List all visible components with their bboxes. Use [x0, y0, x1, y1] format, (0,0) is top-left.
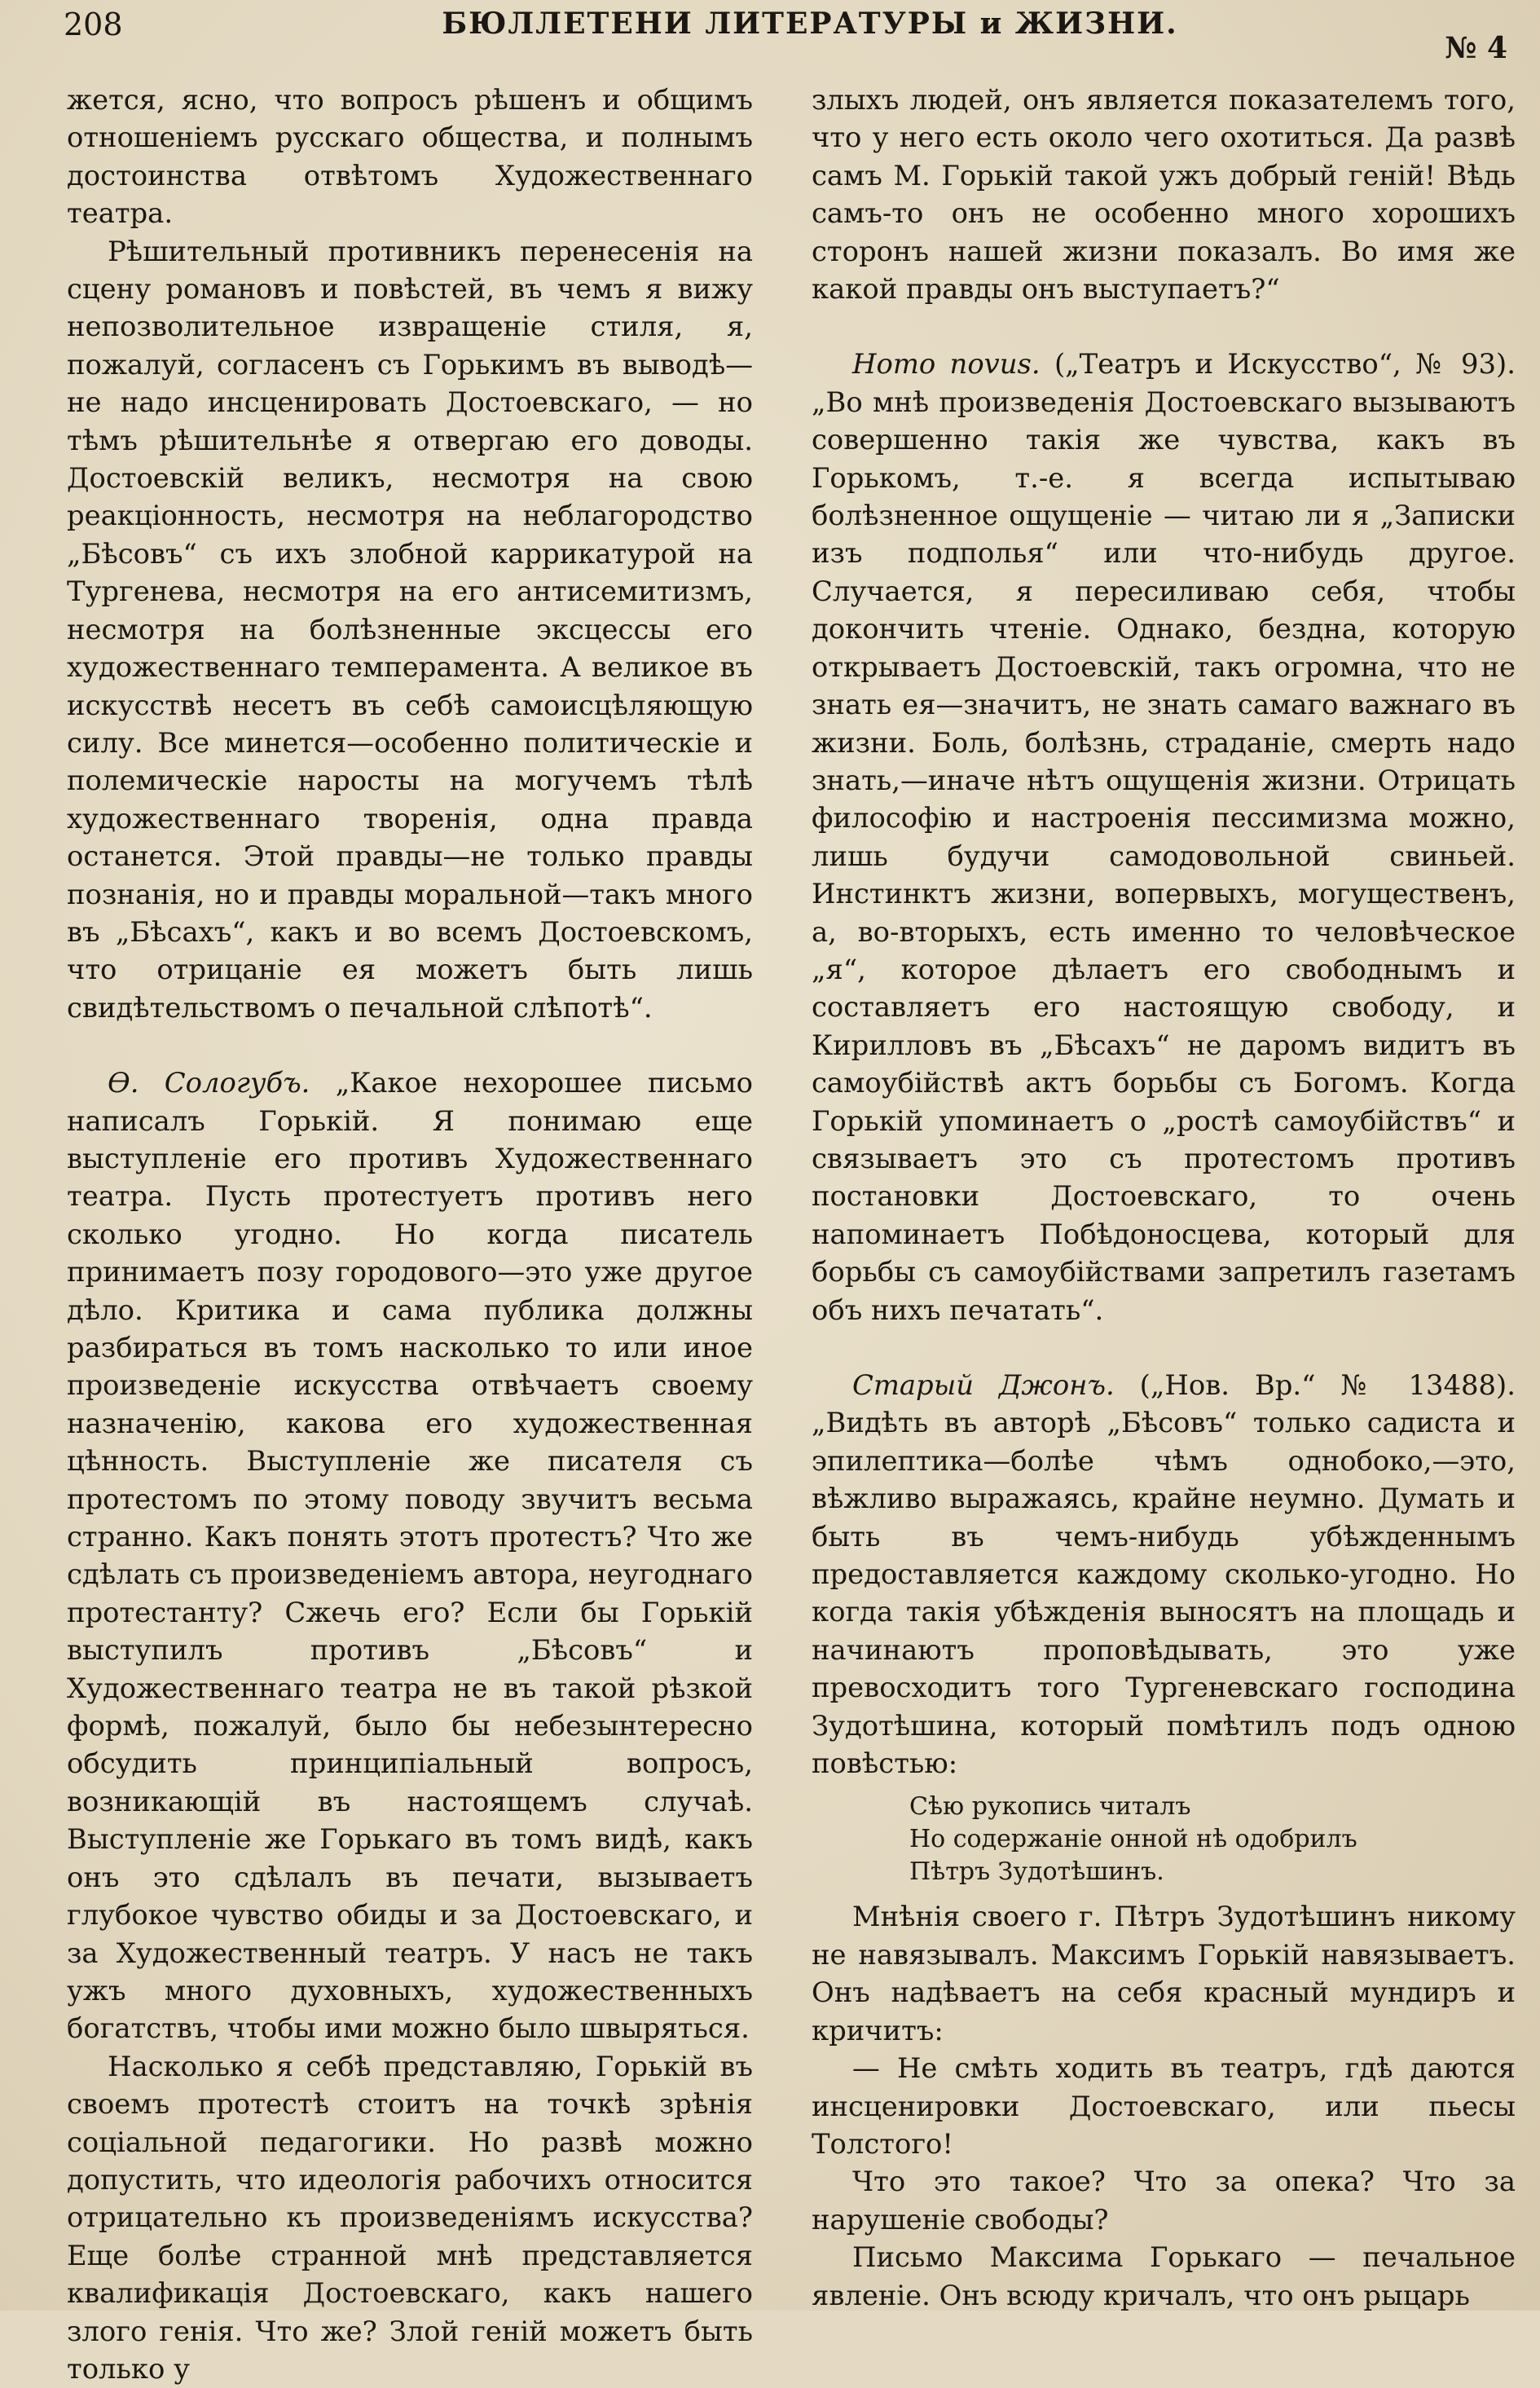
- paragraph: жется, ясно, что вопросъ рѣшенъ и общимъ отношеніемъ русскаго общества, и полнымъ достоинства отвѣтомъ Художественнаго театра.: [67, 84, 753, 230]
- verse-inscription: [909, 1791, 1516, 1888]
- quote-text: („Нов. Вр.“ № 13488). „Видѣть въ авторѣ „Бѣсовъ“ только садиста и эпилептика—болѣе чѣмъ однобоко,—это, вѣжливо выражаясь, крайне неумно. Думать и быть въ чемъ-нибудь убѣжденнымъ предоставляется каждому сколько-угодно. Но когда такія убѣжденія выносятъ на площадь и начинаютъ проповѣдывать, это уже превосходитъ того Тургеневскаго господина Зудотѣшина, который помѣтилъ подъ одною повѣстью:: [812, 1369, 1516, 1780]
- paragraph: [812, 346, 1516, 1329]
- quote-text: („Театръ и Искусство“, № 93). „Во мнѣ произведенія Достоевскаго вызываютъ совершенно такія же чувства, какъ въ Горькомъ, т.-е. я всегда испытываю болѣзненное ощущеніе — читаю ли я „Записки изъ подполья“ или что-нибудь другое. Случается, я пересиливаю себя, чтобы докончить чтеніе. Однако, бездна, которую открываетъ Достоевскій, такъ огромна, что не знать ея—значитъ, не знать самаго важнаго въ жизни. Боль, болѣзнь, страданіе, смерть надо знать,—иначе нѣтъ ощущенія жизни. Отрицать философію и настроенія пессимизма можно, лишь будучи самодовольной свиньей. Инстинктъ жизни, вопервыхъ, могущественъ, а, во-вторыхъ, есть именно то человѣческое „я“, которое дѣлаетъ его свободнымъ и составляетъ его настоящую свободу, и Кирилловъ въ „Бѣсахъ“ не даромъ видитъ въ самоубійствѣ актъ борьбы съ Богомъ. Когда Горькій упоминаетъ о „ростѣ самоубійствъ“ и связываетъ это съ протестомъ противъ постановки Достоевскаго, то очень напоминаетъ Побѣдоносцева, который для борьбы съ самоубійствами запретилъ газетамъ объ нихъ печатать“.: [812, 348, 1516, 1326]
- author-name: Ѳ. Сологубъ.: [108, 1067, 310, 1099]
- paragraph: Письмо Максима Горькаго — печальное явленіе. Онъ всюду кричалъ, что онъ рыцарь: [812, 2241, 1516, 2311]
- running-title: БЮЛЛЕТЕНИ ЛИТЕРАТУРЫ и ЖИЗНИ.: [442, 7, 1178, 41]
- quote-text: „Какое нехорошее письмо написалъ Горькій. Я понимаю еще выступленіе его противъ Художественнаго театра. Пусть протестуетъ противъ него сколько угодно. Но когда писатель принимаетъ позу городового—это уже другое дѣло. Критика и сама публика должны разбираться въ томъ насколько то или иное произведеніе искусства отвѣчаетъ своему назначенію, какова его художественная цѣнность. Выступленіе же писателя съ протестомъ по этому поводу звучитъ весьма странно. Какъ понять этотъ протестъ? Что же сдѣлать съ произведеніемъ автора, неугоднаго протестанту? Сжечь его? Если бы Горькій выступилъ противъ „Бѣсовъ“ и Художественнаго театра не въ такой рѣзкой формѣ, пожалуй, было бы небезынтересно обсудить принципіальный вопросъ, возникающій въ настоящемъ случаѣ. Выступленіе же Горькаго въ томъ видѣ, какъ онъ это сдѣлалъ въ печати, вызываетъ глубокое чувство обиды и за Достоевскаго, и за Художественный театръ. У насъ не такъ ужъ много духовныхъ, художественныхъ богатствъ, чтобы ими можно было швыряться.: [67, 1067, 753, 2045]
- paragraph: Что это такое? Что за опека? Что за нарушеніе свободы?: [812, 2166, 1516, 2236]
- verse-line: Сѣю рукопись читалъ: [909, 1792, 1191, 1822]
- paragraph: — Не смѣть ходить въ театръ, гдѣ даются инсценировки Достоевскаго, или пьесы Толстого!: [812, 2052, 1516, 2160]
- paragraph: злыхъ людей, онъ является показателемъ того, что у него есть около чего охотиться. Да развѣ самъ М. Горькій такой ужъ добрый геній! Вѣдь самъ-то онъ не особенно много хорошихъ сторонъ нашей жизни показалъ. Во имя же какой правды онъ выступаетъ?“: [812, 84, 1516, 306]
- author-name: Старый Джонъ.: [852, 1369, 1115, 1401]
- verse-line: Пѣтръ Зудотѣшинъ.: [909, 1857, 1164, 1887]
- page-header: [64, 7, 1507, 65]
- page-number: 208: [64, 7, 123, 42]
- paragraph: [812, 1367, 1516, 1782]
- left-column: [67, 82, 753, 2388]
- issue-number: № 4: [1445, 31, 1507, 65]
- verse-line: Но содержаніе онной нѣ одобрилъ: [909, 1825, 1357, 1854]
- right-column: [812, 82, 1516, 2315]
- paragraph: Насколько я себѣ представляю, Горькій въ своемъ протестѣ стоитъ на точкѣ зрѣнія соціальной педагогики. Но развѣ можно допустить, что идеологія рабочихъ относится отрицательно къ произведеніямъ искусства? Еще болѣе странной мнѣ представляется квалификація Достоевскаго, какъ нашего злого генія. Что же? Злой геній можетъ быть только у: [67, 2050, 753, 2385]
- paragraph: Рѣшительный противникъ перенесенія на сцену романовъ и повѣстей, въ чемъ я вижу непозволительное извращеніе стиля, я, пожалуй, согласенъ съ Горькимъ въ выводѣ—не надо инсценировать Достоевскаго, — но тѣмъ рѣшительнѣе я отвергаю его доводы. Достоевскій великъ, несмотря на свою реакціонность, несмотря на неблагородство „Бѣсовъ“ съ ихъ злобной каррикатурой на Тургенева, несмотря на его антисемитизмъ, несмотря на болѣзненные эксцессы его художественнаго темперамента. А великое въ искусствѣ несетъ въ себѣ самоисцѣляющую силу. Все минется—особенно политическіе и полемическіе наросты на могучемъ тѣлѣ художественнаго творенія, одна правда останется. Этой правды—не только правды познанія, но и правды моральной—такъ много въ „Бѣсахъ“, какъ и во всемъ Достоевскомъ, что отрицаніе ея можетъ быть лишь свидѣтельствомъ о печальной слѣпотѣ“.: [67, 235, 753, 1024]
- paragraph: Мнѣнія своего г. Пѣтръ Зудотѣшинъ никому не навязывалъ. Максимъ Горькій навязываетъ. Онъ надѣваетъ на себя красный мундиръ и кричитъ:: [812, 1901, 1516, 2047]
- paragraph: [67, 1064, 753, 2048]
- author-name: Homo novus.: [852, 348, 1041, 381]
